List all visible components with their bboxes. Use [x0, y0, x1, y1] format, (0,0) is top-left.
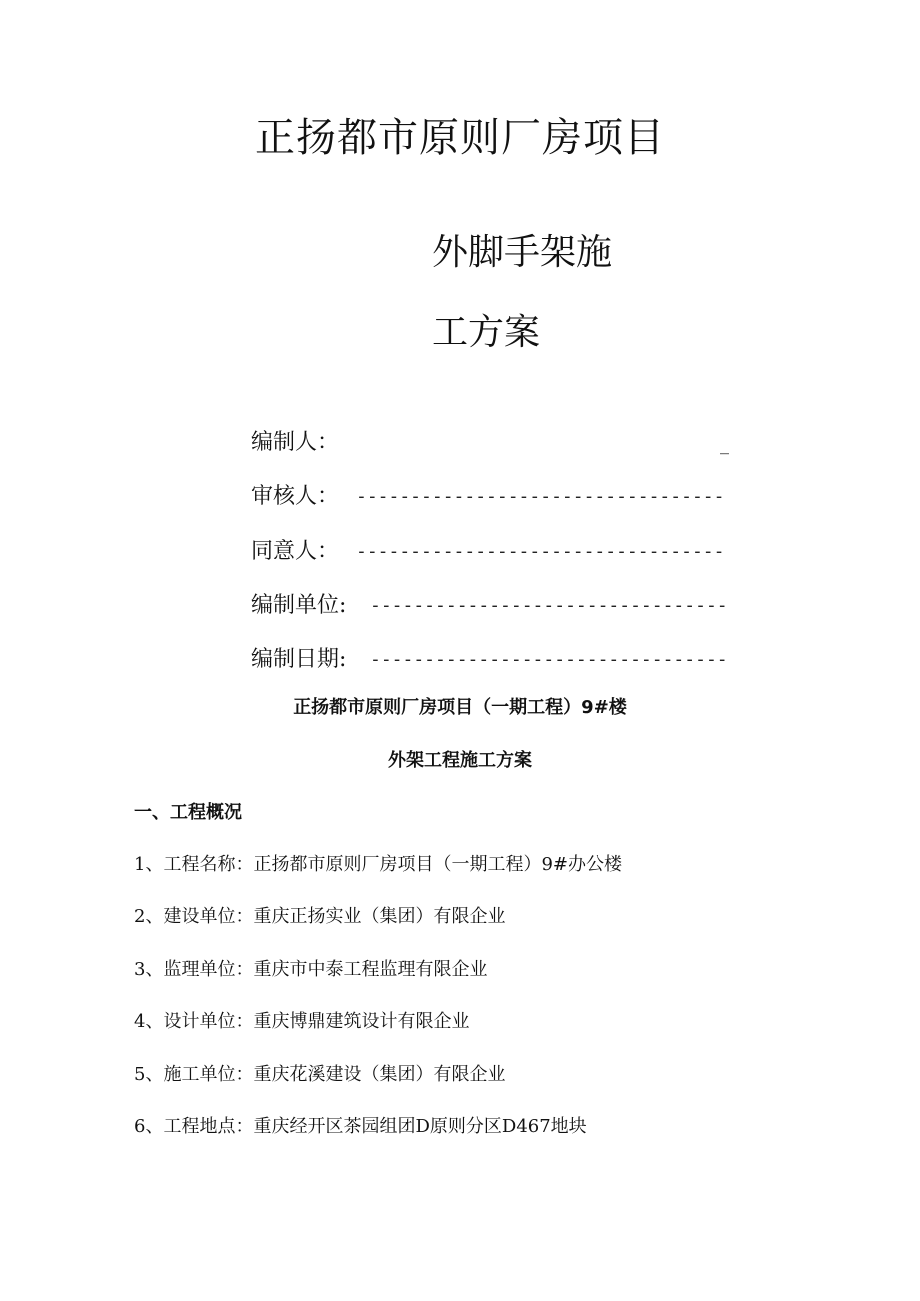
section-heading: 一、工程概况	[134, 802, 242, 823]
document-title-line1: 正扬都市原则厂房项目（一期工程）9#楼	[293, 697, 627, 718]
field-label-date: 编制日期:	[251, 647, 347, 672]
list-item: 5、施工单位：重庆花溪建设（集团）有限企业	[134, 1064, 506, 1085]
field-value-reviewer: ----------------------------------	[356, 486, 725, 507]
field-value-unit: ---------------------------------	[370, 595, 728, 616]
field-label-approver: 同意人：	[251, 539, 340, 564]
cover-subtitle-line1: 外脚手架施	[432, 232, 613, 273]
list-item: 4、设计单位：重庆博鼎建筑设计有限企业	[134, 1011, 470, 1032]
cover-subtitle-line2: 工方案	[432, 312, 541, 353]
field-value-approver: ----------------------------------	[356, 541, 725, 562]
document-title-line2: 外架工程施工方案	[388, 750, 532, 771]
cover-title: 正扬都市原则厂房项目	[255, 115, 665, 161]
field-label-compiler: 编制人：	[251, 430, 340, 455]
field-value-compiler: _	[720, 434, 729, 455]
list-item: 1、工程名称：正扬都市原则厂房项目（一期工程）9#办公楼	[134, 854, 622, 875]
list-item: 2、建设单位：重庆正扬实业（集团）有限企业	[134, 906, 506, 927]
field-value-date: ---------------------------------	[370, 649, 728, 670]
list-item: 3、监理单位：重庆市中泰工程监理有限企业	[134, 959, 488, 980]
list-item: 6、工程地点：重庆经开区茶园组团D原则分区D467地块	[134, 1116, 587, 1137]
field-label-reviewer: 审核人：	[251, 484, 340, 509]
field-label-unit: 编制单位:	[251, 593, 347, 618]
